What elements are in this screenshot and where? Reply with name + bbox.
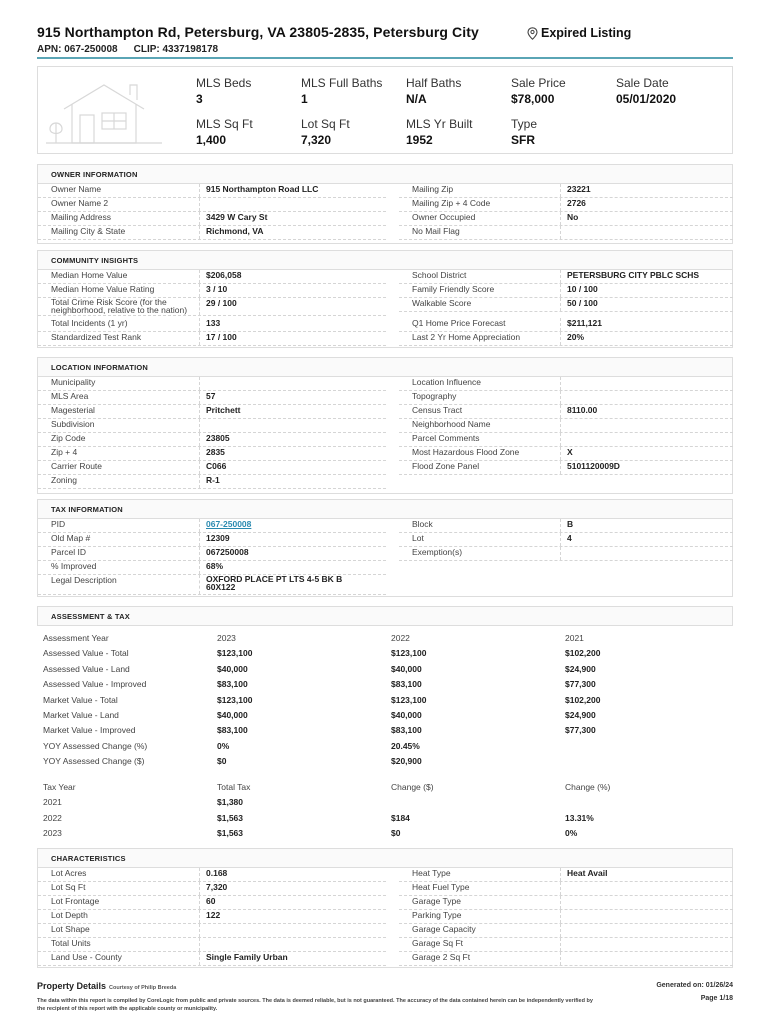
tax-history-header [37, 780, 733, 795]
legal-description-line-2: 60X122 [206, 582, 236, 592]
neighborhood-name-row [399, 419, 733, 433]
exemptions-row [399, 547, 733, 561]
listing-status-label: Expired Listing [541, 26, 632, 40]
parcel-comments-row [399, 433, 733, 447]
field-value: 5101120009D [560, 461, 733, 474]
field-label: Land Use - County [51, 952, 122, 962]
summary-value: 1 [301, 92, 308, 106]
field-label: Lot [412, 533, 424, 543]
summary-value: 1952 [406, 133, 433, 147]
assessment-year-header [37, 631, 733, 646]
field-label: Owner Name 2 [51, 198, 109, 208]
field-label: Heat Type [412, 868, 451, 878]
home-appreciation-row [399, 332, 733, 346]
parcel-id-row [38, 547, 386, 561]
summary-mls-yr-built [406, 117, 472, 147]
summary-sale-price [511, 76, 566, 106]
table-cell: 0% [217, 740, 230, 751]
report-footer [37, 981, 733, 1013]
standardized-test-rank-row [38, 332, 386, 346]
section-heading: CHARACTERISTICS [37, 848, 733, 868]
community-insights-section [37, 250, 733, 348]
section-heading: TAX INFORMATION [37, 499, 733, 519]
field-value: 12309 [199, 533, 386, 546]
field-value: 50 / 100 [560, 298, 733, 311]
summary-value: $78,000 [511, 92, 555, 106]
table-cell: $123,100 [217, 648, 253, 659]
field-label: Median Home Value Rating [51, 284, 155, 294]
table-cell: $1,563 [217, 828, 243, 839]
field-label: Garage Sq Ft [412, 938, 464, 948]
footer-title [37, 981, 733, 991]
no-mail-flag-row [399, 226, 733, 240]
legal-description-row [38, 575, 386, 595]
field-label: Owner Occupied [412, 212, 476, 222]
field-value [560, 910, 733, 923]
field-label: Census Tract [412, 405, 463, 415]
listing-status [527, 26, 631, 40]
field-value: 17 / 100 [199, 332, 386, 345]
table-row-label: Assessed Value - Total [43, 648, 129, 659]
field-label: Q1 Home Price Forecast [412, 318, 506, 328]
field-label: Last 2 Yr Home Appreciation [412, 332, 521, 342]
field-value: 3 / 10 [199, 284, 386, 297]
apn-number: APN: 067-250008 [37, 44, 118, 55]
summary-value: 7,320 [301, 133, 332, 147]
summary-lot-sq-ft [301, 117, 350, 147]
field-label: Parking Type [412, 910, 462, 920]
section-heading: ASSESSMENT & TAX [37, 606, 733, 626]
mls-area-row [38, 391, 386, 405]
section-heading: LOCATION INFORMATION [37, 357, 733, 377]
heat-type-row [399, 868, 733, 882]
field-value [560, 952, 733, 965]
field-label: Lot Acres [51, 868, 87, 878]
mailing-zip4-row [399, 198, 733, 212]
family-friendly-score-row [399, 284, 733, 298]
field-label: Lot Shape [51, 924, 90, 934]
table-cell: 2022 [391, 633, 410, 643]
table-cell: $123,100 [217, 694, 253, 705]
field-value [199, 575, 386, 594]
table-row-label: Market Value - Improved [43, 725, 136, 736]
table-cell: $1,380 [217, 797, 243, 808]
summary-label: Sale Date [616, 76, 669, 90]
table-row-label: Assessed Value - Improved [43, 679, 147, 690]
assessment-row [37, 646, 733, 661]
summary-value: SFR [511, 133, 535, 147]
parking-type-row [399, 910, 733, 924]
table-cell: $83,100 [391, 679, 422, 690]
field-value: 10 / 100 [560, 284, 733, 297]
median-home-value-row [38, 270, 386, 284]
house-placeholder-icon [42, 71, 188, 149]
table-cell: $77,300 [565, 725, 596, 736]
field-value: Richmond, VA [199, 226, 386, 239]
table-row-label: Assessed Value - Land [43, 663, 130, 674]
mailing-zip-row [399, 184, 733, 198]
summary-value: 1,400 [196, 133, 227, 147]
block-row [399, 519, 733, 533]
field-label: Zip + 4 [51, 447, 78, 457]
flood-zone-row [399, 447, 733, 461]
table-row-label: Market Value - Total [43, 694, 118, 705]
table-cell: $40,000 [217, 663, 248, 674]
field-value: 067250008 [199, 547, 386, 560]
field-value [560, 377, 733, 390]
legal-description-line-1: OXFORD PLACE PT LTS 4-5 BK B [206, 575, 343, 584]
summary-label: Half Baths [406, 76, 462, 90]
clip-number: CLIP: 4337198178 [133, 44, 219, 55]
field-value: C066 [199, 461, 386, 474]
table-cell: $24,900 [565, 663, 596, 674]
table-cell: Total Tax [217, 782, 251, 792]
topography-row [399, 391, 733, 405]
table-cell: $20,900 [391, 756, 422, 767]
table-cell: $83,100 [217, 725, 248, 736]
report-header [37, 24, 733, 55]
table-cell: $123,100 [391, 648, 427, 659]
summary-label: Lot Sq Ft [301, 117, 350, 131]
field-value: R-1 [199, 475, 386, 488]
field-value: B [560, 519, 733, 532]
field-label: Parcel ID [51, 547, 86, 557]
field-value: 2835 [199, 447, 386, 460]
field-label: MLS Area [51, 391, 89, 401]
owner-information-section [37, 164, 733, 244]
pid-row [38, 519, 386, 533]
field-label: Magesterial [51, 405, 95, 415]
field-label: Total Units [51, 938, 91, 948]
carrier-route-row [38, 461, 386, 475]
lot-acres-row [38, 868, 386, 882]
table-cell: Change (%) [565, 782, 611, 792]
field-value: 133 [199, 318, 386, 331]
field-value [199, 377, 386, 390]
mailing-city-state-row [38, 226, 386, 240]
heat-fuel-type-row [399, 882, 733, 896]
summary-type [511, 117, 537, 147]
table-cell: 2021 [565, 633, 584, 643]
owner-name-2-row [38, 198, 386, 212]
table-cell: 2023 [217, 633, 236, 643]
field-label: Lot Sq Ft [51, 882, 86, 892]
field-value: $206,058 [199, 270, 386, 283]
land-use-county-row [38, 952, 386, 966]
field-value [560, 896, 733, 909]
field-value [560, 547, 733, 560]
field-value [560, 419, 733, 432]
table-cell: $40,000 [391, 710, 422, 720]
table-cell: $0 [391, 828, 401, 839]
subdivision-row [38, 419, 386, 433]
field-value: Heat Avail [560, 868, 733, 881]
location-influence-row [399, 377, 733, 391]
table-cell: 13.31% [565, 812, 594, 823]
field-value: 3429 W Cary St [199, 212, 386, 225]
assessment-row [37, 708, 733, 723]
field-value: X [560, 447, 733, 460]
field-value: 7,320 [199, 882, 386, 895]
footer-title-text: Property Details [37, 981, 107, 991]
mailing-address-row [38, 212, 386, 226]
field-value: 57 [199, 391, 386, 404]
table-cell: $83,100 [391, 725, 422, 736]
field-value: Single Family Urban [199, 952, 386, 965]
field-label: PID [51, 519, 66, 529]
field-label: Heat Fuel Type [412, 882, 470, 892]
owner-occupied-row [399, 212, 733, 226]
garage-capacity-row [399, 924, 733, 938]
table-cell: $24,900 [565, 710, 596, 720]
assessment-row [37, 693, 733, 708]
home-price-forecast-row [399, 318, 733, 332]
field-label: Garage 2 Sq Ft [412, 952, 471, 962]
location-pin-icon [527, 27, 538, 40]
table-row-label: Market Value - Land [43, 710, 119, 720]
field-label: Lot Frontage [51, 896, 100, 906]
field-value: 68% [199, 561, 386, 574]
table-row-label: 2023 [43, 828, 62, 839]
magesterial-row [38, 405, 386, 419]
field-value [199, 419, 386, 432]
assessment-row [37, 662, 733, 677]
field-value: 122 [199, 910, 386, 923]
summary-label: MLS Full Baths [301, 76, 383, 90]
lot-shape-row [38, 924, 386, 938]
table-cell: $77,300 [565, 679, 596, 690]
summary-mls-full-baths [301, 76, 382, 106]
field-label: Mailing Address [51, 212, 112, 222]
school-district-row [399, 270, 733, 284]
table-cell: 20.45% [391, 740, 420, 751]
property-address-title: 915 Northampton Rd, Petersburg, VA 23805-2835, Petersburg City [37, 24, 479, 40]
parcel-identifiers [37, 44, 733, 55]
summary-label: Type [511, 117, 538, 131]
assessment-row [37, 723, 733, 738]
section-heading: OWNER INFORMATION [37, 164, 733, 184]
field-value [560, 924, 733, 937]
disclaimer-text: The data within this report is compiled by CoreLogic from public and private sources. The data is deemed reliable, but is not guaranteed. The accuracy of the data contained herein can be independently verified by the recipient of this report with the applicable county or municipality. [37, 998, 593, 1012]
lot-row [399, 533, 733, 547]
field-label: % Improved [51, 561, 97, 571]
garage-sq-ft-row [399, 938, 733, 952]
summary-label: MLS Sq Ft [196, 117, 253, 131]
field-label: Most Hazardous Flood Zone [412, 447, 520, 457]
lot-sq-ft-row [38, 882, 386, 896]
summary-label: Sale Price [511, 76, 566, 90]
table-cell: 0% [565, 828, 578, 839]
field-label: Neighborhood Name [412, 419, 491, 429]
tax-history-row [37, 826, 733, 841]
field-label: Family Friendly Score [412, 284, 495, 294]
owner-name-row [38, 184, 386, 198]
field-label: Mailing Zip [412, 184, 454, 194]
field-label: Lot Depth [51, 910, 88, 920]
garage-2-sq-ft-row [399, 952, 733, 966]
field-label: Garage Type [412, 896, 461, 906]
field-label: Legal Description [51, 575, 117, 585]
field-value [199, 198, 386, 211]
table-cell: $40,000 [217, 710, 248, 720]
census-tract-row [399, 405, 733, 419]
tax-information-section [37, 499, 733, 597]
field-label: Owner Name [51, 184, 102, 194]
crime-risk-score-row [38, 298, 386, 316]
field-value: PETERSBURG CITY PBLC SCHS [560, 270, 733, 283]
field-label: No Mail Flag [412, 226, 460, 236]
field-label: Total Crime Risk Score (for the neighborhood, relative to the nation) [51, 298, 188, 315]
field-label: School District [412, 270, 467, 280]
characteristics-section [37, 848, 733, 968]
lot-depth-row [38, 910, 386, 924]
field-label: Mailing City & State [51, 226, 126, 236]
assessment-row [37, 677, 733, 692]
table-cell: $40,000 [391, 663, 422, 674]
summary-value: 05/01/2020 [616, 92, 677, 106]
table-row-label: Tax Year [43, 782, 76, 792]
field-value [560, 226, 733, 239]
location-information-section [37, 357, 733, 494]
flood-zone-panel-row [399, 461, 733, 475]
zip-code-row [38, 433, 386, 447]
lot-frontage-row [38, 896, 386, 910]
zip4-row [38, 447, 386, 461]
summary-sale-date [616, 76, 676, 106]
field-value: 915 Northampton Road LLC [199, 184, 386, 197]
old-map-row [38, 533, 386, 547]
table-cell: Change ($) [391, 782, 434, 792]
field-label: Municipality [51, 377, 96, 387]
field-label: Zoning [51, 475, 77, 485]
field-value [560, 391, 733, 404]
table-cell: $1,563 [217, 812, 243, 823]
field-label: Flood Zone Panel [412, 461, 480, 471]
table-cell: $123,100 [391, 694, 427, 705]
field-value [560, 882, 733, 895]
summary-value: N/A [406, 92, 427, 106]
field-value: 0.168 [199, 868, 386, 881]
field-label: Carrier Route [51, 461, 103, 471]
tax-history-row [37, 795, 733, 810]
field-value: 60 [199, 896, 386, 909]
field-label: Mailing Zip + 4 Code [412, 198, 491, 208]
table-cell: $184 [391, 812, 410, 823]
field-label: Subdivision [51, 419, 95, 429]
municipality-row [38, 377, 386, 391]
field-label: Total Incidents (1 yr) [51, 318, 128, 328]
walkable-score-row [399, 298, 733, 312]
field-value: $211,121 [560, 318, 733, 331]
field-value: 23221 [560, 184, 733, 197]
summary-mls-sq-ft [196, 117, 253, 147]
field-value: 2726 [560, 198, 733, 211]
table-row-label: YOY Assessed Change (%) [43, 740, 148, 751]
field-label: Walkable Score [412, 298, 472, 308]
zoning-row [38, 475, 386, 489]
assessment-row [37, 754, 733, 769]
field-value: 8110.00 [560, 405, 733, 418]
table-row-label: YOY Assessed Change ($) [43, 756, 145, 767]
field-label: Zip Code [51, 433, 86, 443]
field-value [560, 938, 733, 951]
generated-date: Generated on: 01/26/24 [656, 982, 733, 989]
header-divider [37, 57, 733, 59]
property-summary [37, 66, 733, 154]
field-value: 29 / 100 [199, 298, 386, 315]
median-home-value-rating-row [38, 284, 386, 298]
assessment-table [37, 626, 733, 838]
field-label: Block [412, 519, 433, 529]
field-label: Topography [412, 391, 457, 401]
page-number: Page 1/18 [700, 995, 733, 1002]
table-row-label: 2022 [43, 812, 62, 823]
field-label: Location Influence [412, 377, 481, 387]
summary-mls-beds [196, 76, 251, 106]
field-value [560, 433, 733, 446]
field-value [199, 519, 386, 532]
summary-value: 3 [196, 92, 203, 106]
section-heading: COMMUNITY INSIGHTS [37, 250, 733, 270]
summary-label: MLS Yr Built [406, 117, 473, 131]
assessment-tax-section [37, 606, 733, 838]
summary-label: MLS Beds [196, 76, 252, 90]
assessment-row [37, 739, 733, 754]
field-value: No [560, 212, 733, 225]
table-cell: $83,100 [217, 679, 248, 690]
field-value: 23805 [199, 433, 386, 446]
footer-courtesy: Courtesy of Philip Breeda [109, 985, 177, 991]
field-label: Standardized Test Rank [51, 332, 142, 342]
table-row-label: Assessment Year [43, 633, 109, 643]
field-value [199, 924, 386, 937]
field-value: 20% [560, 332, 733, 345]
table-cell: $102,200 [565, 694, 601, 705]
pid-link[interactable]: 067-250008 [206, 519, 252, 529]
garage-type-row [399, 896, 733, 910]
field-value [199, 938, 386, 951]
summary-half-baths [406, 76, 461, 106]
field-label: Median Home Value [51, 270, 128, 280]
field-label: Old Map # [51, 533, 91, 543]
tax-history-row [37, 811, 733, 826]
field-label: Exemption(s) [412, 547, 463, 557]
field-label: Parcel Comments [412, 433, 480, 443]
table-cell: $0 [217, 756, 227, 767]
field-value: Pritchett [199, 405, 386, 418]
total-incidents-row [38, 318, 386, 332]
table-row-label: 2021 [43, 797, 62, 808]
table-cell: $102,200 [565, 648, 601, 659]
total-units-row [38, 938, 386, 952]
percent-improved-row [38, 561, 386, 575]
field-label: Garage Capacity [412, 924, 476, 934]
field-value: 4 [560, 533, 733, 546]
